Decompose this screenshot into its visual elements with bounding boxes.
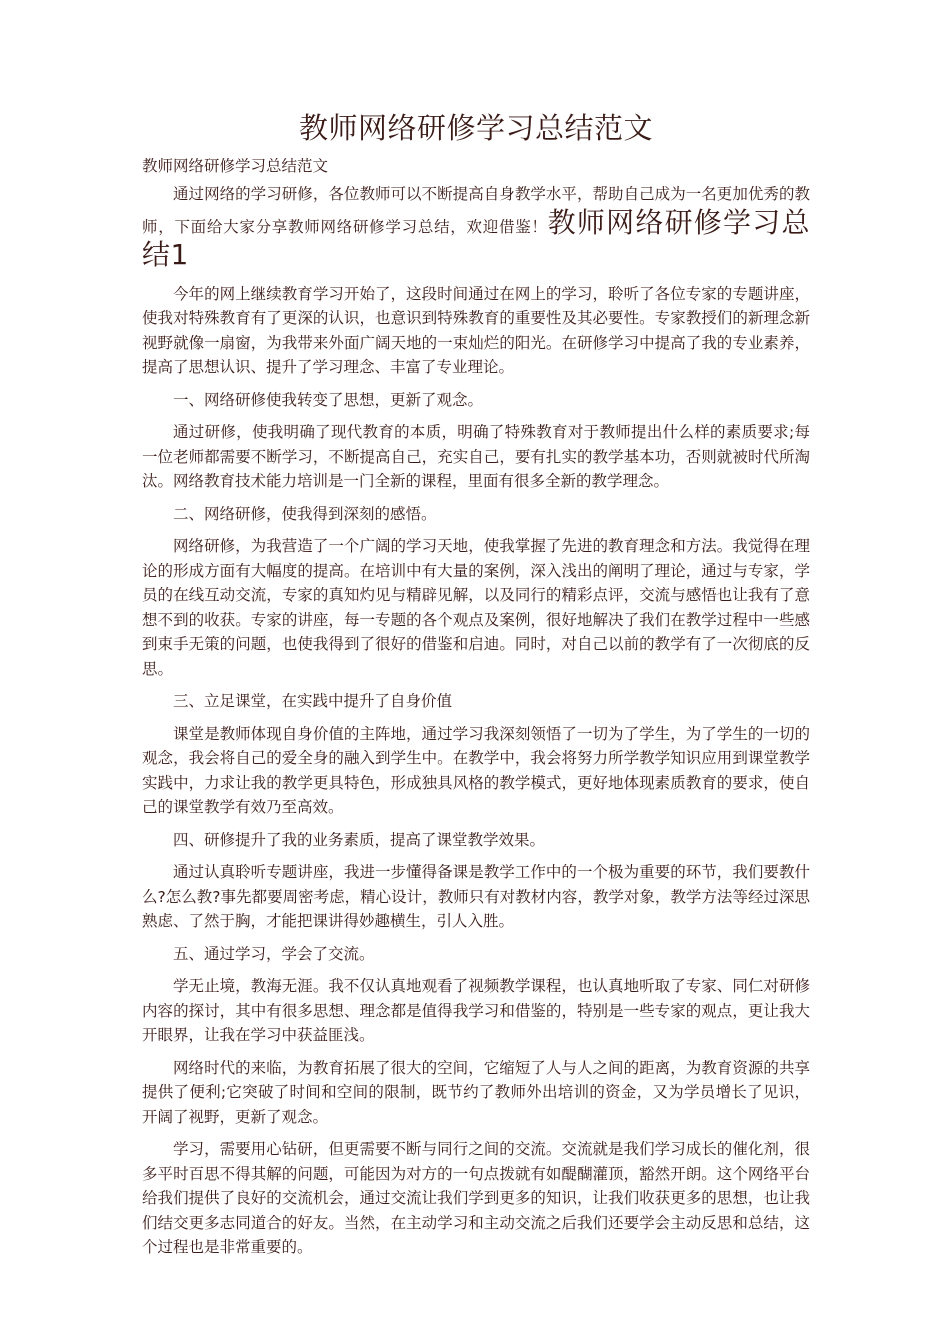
body-paragraph: 学无止境，教海无涯。我不仅认真地观看了视频教学课程，也认真地听取了专家、同仁对研修内容的探讨，其中有很多思想、理念都是值得我学习和借鉴的，特别是一些专家的观点，更让我大开眼界，让我在学习中获益匪浅。 — [142, 977, 810, 1044]
body-paragraph: 学习，需要用心钻研，但更需要不断与同行之间的交流。交流就是我们学习成长的催化剂，很多平时百思不得其解的问题，可能因为对方的一句点拨就有如醍醐灌顶，豁然开朗。这个网络平台给我们提供了良好的交流机会，通过交流让我们学到更多的知识，让我们收获更多的思想，也让我们结交更多志同道合的好友。当然，在主动学习和主动交流之后我们还要学会主动反思和总结，这个过程也是非常重要的。 — [142, 1140, 810, 1256]
section-heading: 教师网络研修学习总结1 — [142, 205, 810, 271]
body-paragraph: 通过认真聆听专题讲座，我进一步懂得备课是教学工作中的一个极为重要的环节，我们要教什么?怎么教?事先都要周密考虑，精心设计，教师只有对教材内容，教学对象，教学方法等经过深思熟虑、了然于胸，才能把课讲得妙趣横生，引人入胜。 — [142, 863, 810, 930]
subsection-heading: 三、立足课堂，在实践中提升了自身价值 — [173, 692, 453, 710]
body-paragraph: 网络研修，为我营造了一个广阔的学习天地，使我掌握了先进的教育理念和方法。我觉得在理论的形成方面有大幅度的提高。在培训中有大量的案例，深入浅出的阐明了理论，通过与专家，学员的在线互动交流，专家的真知灼见与精辟见解，以及同行的精彩点评，交流与感悟也让我有了意想不到的收获。专家的讲座，每一专题的各个观点及案例，很好地解决了我们在教学过程中一些感到束手无策的问题，也使我得到了很好的借鉴和启迪。同时，对自己以前的教学有了一次彻底的反思。 — [142, 537, 810, 678]
document-title: 教师网络研修学习总结范文 — [298, 111, 653, 145]
intro-text: 通过网络的学习研修，各位教师可以不断提高自身教学水平，帮助自己成为一名更加优秀的教师，下面给大家分享教师网络研修学习总结，欢迎借鉴！ — [142, 185, 810, 236]
subsection-heading: 二、网络研修，使我得到深刻的感悟。 — [173, 504, 437, 523]
subsection-heading: 一、网络研修使我转变了思想，更新了观念。 — [173, 390, 484, 409]
body-paragraph: 课堂是教师体现自身价值的主阵地，通过学习我深刻领悟了一切为了学生，为了学生的一切的观念，我会将自己的爱全身的融入到学生中。在教学中，我会将努力所学教学知识应用到课堂教学实践中，力求让我的教学更具特色，形成独具风格的教学模式，更好地体现素质教育的要求，使自己的课堂教学有效乃至高效。 — [142, 724, 810, 816]
subsection-heading: 四、研修提升了我的业务素质，提高了课堂教学效果。 — [173, 830, 546, 849]
intro-paragraph — [142, 182, 810, 272]
body-paragraph: 网络时代的来临，为教育拓展了很大的空间，它缩短了人与人之间的距离，为教育资源的共享提供了便利;它突破了时间和空间的限制，既节约了教师外出培训的资金，又为学员增长了见识，开阔了视野，更新了观念。 — [142, 1058, 810, 1126]
document-subtitle: 教师网络研修学习总结范文 — [142, 157, 329, 175]
subsection-heading: 五、通过学习，学会了交流。 — [173, 944, 375, 963]
body-paragraph: 通过研修，使我明确了现代教育的本质，明确了特殊教育对于教师提出什么样的素质要求;每一位老师都需要不断学习，不断提高自己，充实自己，要有扎实的教学基本功，否则就被时代所淘汰。网络教育技术能力培训是一门全新的课程，里面有很多全新的教学理念。 — [142, 423, 810, 490]
body-paragraph: 今年的网上继续教育学习开始了，这段时间通过在网上的学习，聆听了各位专家的专题讲座，使我对特殊教育有了更深的认识，也意识到特殊教育的重要性及其必要性。专家教授们的新理念新视野就像一扇窗，为我带来外面广阔天地的一束灿烂的阳光。在研修学习中提高了我的专业素养，提高了思想认识、提升了学习理念、丰富了专业理论。 — [142, 284, 810, 376]
